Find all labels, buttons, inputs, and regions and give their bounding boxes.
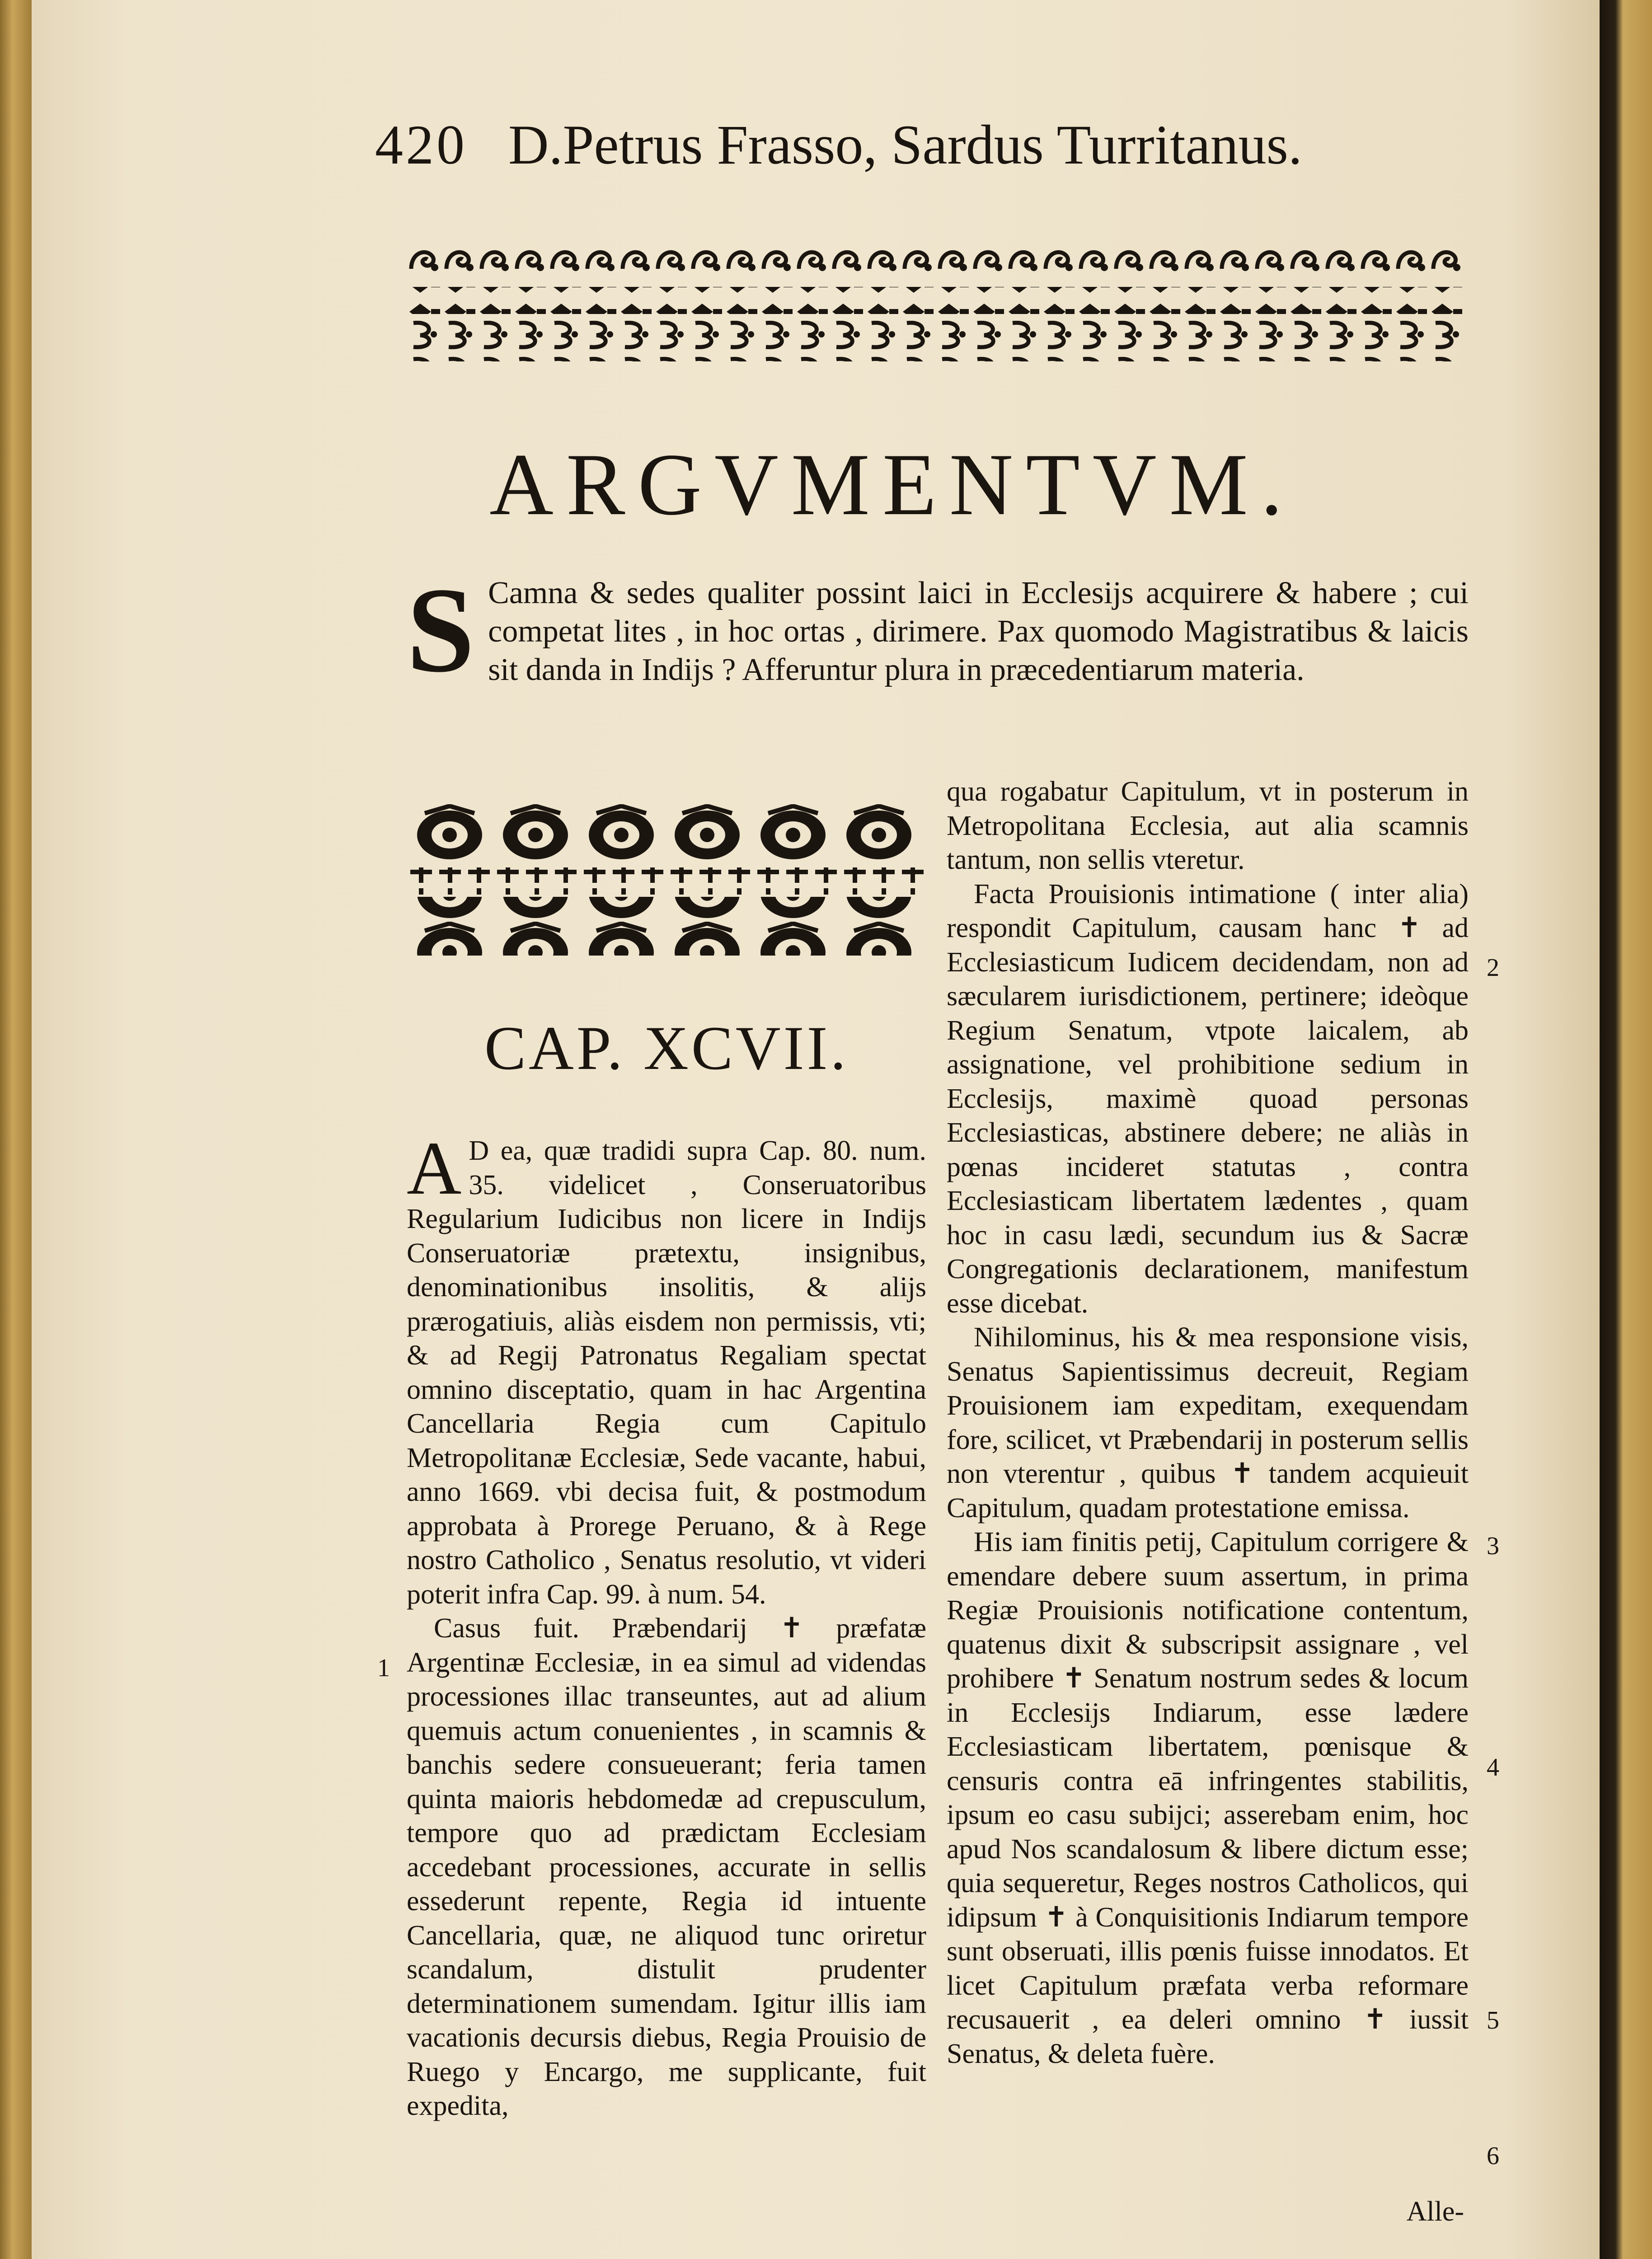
margin-note-number: 2 <box>1487 954 1499 982</box>
paragraph: Nihilominus, his & mea responsione visis, Senatus Sapientissimus decreuit, Regiam Prouisionem iam expeditam, exequendam fore, scilicet, vt Præbendarij in posterum sellis non vterentur , quibus ✝ tandem acquieuit Capitulum, quadam protestatione emissa. <box>947 1322 1469 1523</box>
paragraph: His iam finitis petij, Capitulum corrigere & emendare debere suum assertum, in prima Regiæ Prouisionis notificatione contentum, quatenus dixit & subscripsit assignare , vel prohibere ✝ Senatum nostrum sedes & locum in Ecclesijs Indiarum, esse lædere Ecclesiasticam libertatem, pœnisque & censuris contra eā infringentes stabilitis, ipsum eo casu subijci; asserebam enim, hoc apud Nos scandalosum & libere dictum esse; quia sequeretur, Reges nostros Catholicos, qui idipsum ✝ à Conquisitionis Indiarum tempore sunt obseruati, illis pœnis fuisse innodatos. Et licet Capitulum præfata verba reformare recusauerit , ea deleri omnino ✝ iussit Senatus, & deleta fuère. <box>947 1527 1469 2069</box>
margin-note-number: 5 <box>1487 2006 1499 2034</box>
ornament-band-icon <box>407 244 1464 370</box>
argument-title: ARGVMENTVM. <box>489 436 1295 534</box>
argument-text <box>407 562 1469 745</box>
right-column <box>947 775 1469 2189</box>
left-column <box>407 1126 926 2218</box>
paragraph: qua rogabatur Capitulum, vt in posterum in Metropolitana Ecclesia, aut alia scamnis tantum, non sellis vteretur. <box>947 776 1469 875</box>
book-spine <box>0 0 32 2259</box>
facing-page-edge <box>1600 0 1652 2259</box>
paragraph: Casus fuit. Præbendarij ✝ præfatæ Argentinæ Ecclesiæ, in ea simul ad videndas processiones illac transeuntes, aut ad alium quemuis actum conuenientes , in scamnis & banchis sedere consueuerant; feria tamen quinta maioris hebdomedæ ad crepusculum, tempore quo ad prædictam Ecclesiam accedebant processiones, accurate in sellis essederunt repente, Regia id intuente Cancellaria, quæ, ne aliquod tunc oriretur scandalum, distulit prudenter determinationem sumendam. Igitur illis iam vacationis decursis diebus, Regia Prouisio de Ruego y Encargo, me supplicante, fuit expedita, <box>407 1613 926 2121</box>
margin-note-number: 1 <box>377 1654 390 1682</box>
argument-initial: S <box>407 562 475 698</box>
chapter-initial: A <box>407 1126 462 1210</box>
margin-note-number: 3 <box>1487 1532 1499 1560</box>
running-head-title: D.Petrus Frasso, Sardus Turritanus. <box>508 114 1302 176</box>
catchword: Alle- <box>1406 2196 1464 2227</box>
paragraph: Facta Prouisionis intimatione ( inter alia) respondit Capitulum, causam hanc ✝ ad Ecclesiasticum Iudicem decidendam, non ad sæcularem iurisdictionem, pertinere; ideòque Regium Senatum, vtpote laicalem, ab assignatione, vel prohibitione sedium in Ecclesijs, maximè quoad personas Ecclesiasticas, abstinere debere; ne aliàs in pœnas incideret statutas , contra Ecclesiasticam libertatem lædentes , quam hoc in casu lædi, secundum ius & Sacræ Congregationis declarationem, manifestum esse dicebat. <box>947 878 1469 1319</box>
argument-summary: Camna & sedes qualiter possint laici in Ecclesijs acquirere & habere ; cui competat lites , in hoc ortas , dirimere. Pax quomodo Magistratibus & laicis sit danda in Indijs ? Afferuntur plura in præcedentiarum materia. <box>488 576 1469 687</box>
chapter-heading: CAP. XCVII. <box>484 1013 849 1083</box>
running-head <box>375 113 1369 203</box>
ornament-block-icon <box>407 804 926 958</box>
page-number: 420 <box>375 114 467 176</box>
paragraph-text: D ea, quæ tradidi supra Cap. 80. num. 35. videlicet , Conseruatoribus Regularium Iudicibus non licere in Indijs Conseruatoriæ prætextu, insignibus, denominationibus insolitis, & alijs prærogatiuis, aliàs eisdem non permissis, vti; & ad Regij Patronatus Regaliam spectat omnino disceptatio, quam in hac Argentina Cancellaria Regia cum Capitulo Metropolitanæ Ecclesiæ, Sede vacante, habui, anno 1669. vbi decisa fuit, & postmodum approbata à Prorege Peruano, & à Rege nostro Catholico , Senatus resolutio, vt videri poterit infra Cap. 99. à num. 54. <box>407 1135 926 1610</box>
paragraph <box>407 1126 926 1612</box>
margin-note-number: 4 <box>1487 1753 1499 1781</box>
margin-note-number: 6 <box>1487 2142 1499 2170</box>
